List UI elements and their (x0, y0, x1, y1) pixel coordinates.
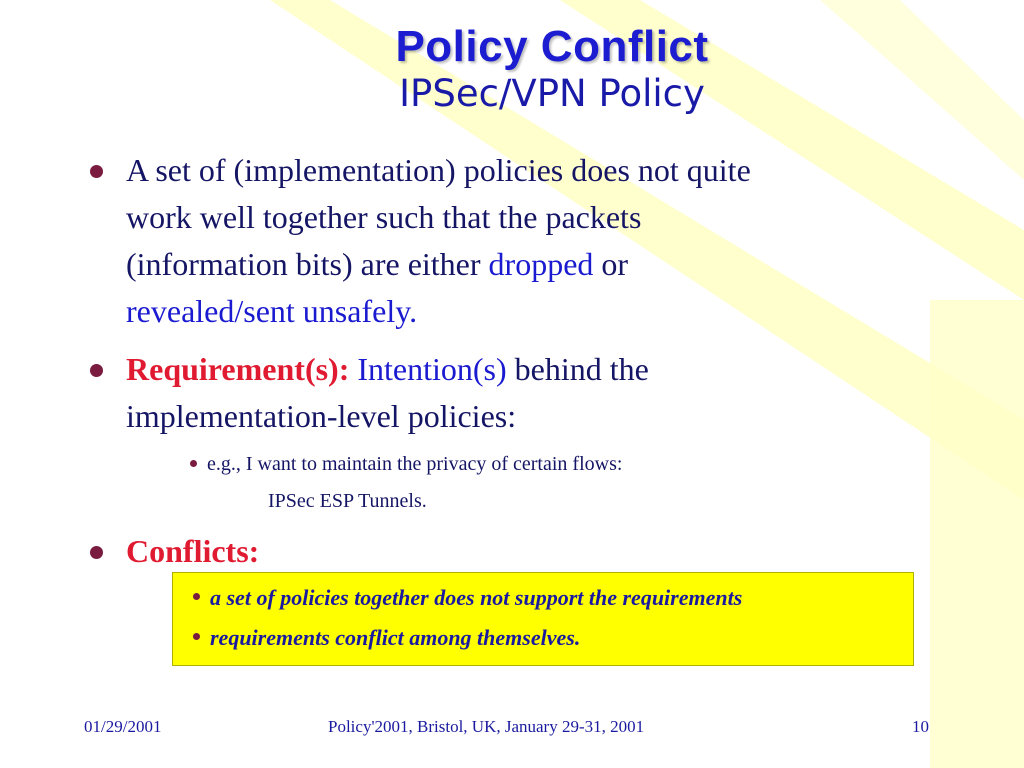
sub-bullet-continuation: IPSec ESP Tunnels. (268, 490, 427, 512)
highlight-item (193, 625, 580, 651)
highlight-text: a set of policies together does not support the requirements (210, 585, 743, 610)
footer-event: Policy'2001, Bristol, UK, January 29-31, 2001 (328, 717, 645, 736)
bullet-dot (90, 165, 103, 178)
bullet-line: revealed/sent unsafely. (126, 293, 418, 329)
slide-subtitle: IPSec/VPN Policy (399, 72, 705, 115)
sub-bullet-text: e.g., I want to maintain the privacy of certain flows: (207, 453, 623, 475)
footer-page-number: 10 (912, 717, 929, 736)
slide-title-block (0, 22, 1024, 115)
sub-bullet-dot (193, 593, 200, 600)
footer-date: 01/29/2001 (84, 717, 162, 736)
slide-title: Policy Conflict (395, 22, 709, 71)
highlight-text: requirements conflict among themselves. (210, 625, 581, 650)
sub-bullet-dot (193, 633, 200, 640)
bullet-line: implementation-level policies: (126, 398, 517, 434)
highlight-box (172, 572, 914, 666)
bullet-line: A set of (implementation) policies does not quite (126, 152, 751, 188)
bullet-line (126, 241, 896, 288)
bullet-line: work well together such that the packets (126, 199, 642, 235)
bullet-definition (96, 147, 896, 335)
emphasis-intentions: Intention(s) (349, 351, 507, 387)
bullet-requirements (96, 346, 896, 440)
bullet-dot (90, 546, 103, 559)
text-run: behind the (506, 351, 649, 387)
bullet-conflicts (96, 528, 896, 575)
text-run: or (593, 246, 629, 282)
highlight-item (193, 585, 742, 611)
sub-bullet-example (190, 450, 622, 478)
bullet-line (126, 346, 896, 393)
text-run: (information bits) are either (126, 246, 489, 282)
bullet-dot (90, 364, 103, 377)
emphasis-dropped: dropped (488, 246, 594, 282)
sub-bullet-dot (190, 460, 197, 467)
requirements-label: Requirement(s): (126, 351, 350, 387)
conflicts-label: Conflicts: (126, 533, 260, 569)
